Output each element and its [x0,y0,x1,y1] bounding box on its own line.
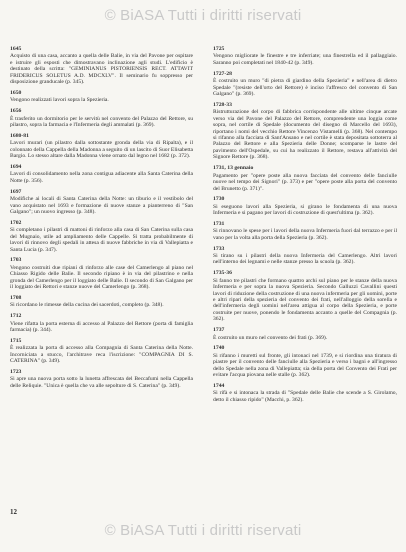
entry-text: È trasferito un dormitorio per le servitù nel convento del Palazzo del Rettore, su pilastro, sopra la farmacia e l'Infermeria degli ammalati (p. 369). [10,115,193,129]
entry-year: 1723 [10,368,22,375]
entry-text: Si apre una nuova porta sotto la lunetta affrescata del Beccafumi nella Cappella delle Reliquie. "Unica è quella che va alle sepolture di S. Caterina" (p. 349). [10,376,193,389]
entry-year: 1645 [10,46,22,52]
entry-text: Pagamento per "opere poste alla nuova facciata del convento delle fanciulle nuove nel tempo dei Signori" (p. 373) e per "opere poste alla porta del convento del Brunetto (p. 371)". [213,172,397,192]
entry-text: Si rifanno i muretti sul fronte, gli intonaci nel 1739, e si riordina una tiratura di piastre per il convento delle fanciulle alla Spezieria e verso i bagni e all'ingresso dello Spedale nella zona di Vallepiatta; sia della porta del Convento dei Frati per evitare l'acqua piovana nelle stalle (p. 362). [213,352,397,379]
entry-text: È costruito un muro "di pietra di giardino della Spezieria" e nell'area di dietro Spedale "(resiste dell'orto del Rettore) è inciso l'affresco del convento di San Galgano" (p. 369). [213,78,397,98]
entry-text: Ristrutturazione del corpo di fabbrica corrispondente alle ultime cinque arcate verso via del Pavone del Palazzo del Rettore, comprendente una loggia come sopra, nel cortile di Spedale (documento del disegno di Marcello del 1693), riportano i nomi del vecchio Rettore Vincenzo Vistamelli (p. 368). Nel contempo si rifanno alla facciata di Sant'Ansano e nel cortile è stata depositata sottoterra al Palazzo del Rettore e alla Spezieria delle Donne; scomparse le lastre del pavimento dell'Ospedale, su cui ha realizzato il Rettore, restava all'attività del Signore Rettore (p. 368). [213,109,397,161]
chronology-entry [10,220,193,253]
entry-text: Viene rifatta la porta esterna di accesso al Palazzo del Rettore (porta di famiglia farmacia) (p. 344). [10,320,193,333]
entry-text: È costruito un muro nel convento dei frati (p. 369). [213,334,328,341]
entry-year: 1697 [10,188,22,195]
entry-text: Si rifà e si intonaca la strada di "Spedale delle Balie che scende a S. Girolamo, detto il chiasso ripido" (Macchi, p. 362). [213,390,397,403]
chronology-entry [10,369,193,389]
entry-year: 1737 [213,327,225,334]
entry-text: È realizzata la porta di accesso alla Compagnia di Santa Caterina della Notte. Incorniciata a stucco, l'architrave reca l'iscrizione: "COMPAGNIA DI S. CATERINA" (p. 349). [10,345,193,365]
entry-text: Si rinnovano le spese per i lavori della nuova Infermeria fuori dal terrazzo e per il vano per la volta alla porta della Spezieria (p. 362). [213,228,397,241]
entry-text: Vengono costruiti due ripiani di rinforzo alle case del Camerlengo al piano nel Chiasso Rigido delle Balie. Il secondo ripiano è in via del pilastrino e nella gronda del Camerlengo per il loggiato delle Balie. Il secondo di San Galgano per il loggiato dei Rettori e stanze nuove del Camerlengo (p. 368). [10,264,193,291]
page-number: 12 [10,508,17,516]
entry-year: 1727-28 [213,70,232,77]
chronology-entry [10,108,193,128]
entry-year: 1715 [10,337,22,344]
chronology-entry [213,165,397,192]
entry-year: 1680-81 [10,132,29,139]
entry-year: 1730 [213,196,225,203]
entry-text: Lavori murari (un pilastro dalla sottostante gronda della via di Ripalta), e il colonnato della Cappella della Madonna a seguito di un lascito di Suor Elisabetta Bargio. Lo stesso altare dalla Madonna viene ornato dal legno nel 1682 (p. 372). [10,140,193,160]
chronology-entry [10,338,193,365]
entry-year: 1744 [213,382,225,389]
chronology-entry [213,71,397,98]
chronology-entry [213,270,397,323]
entry-text: Lavori di consolidamento nella zona contigua adiacente alla Santa Caterina della Notte (p. 356). [10,171,193,184]
entry-year: 1703 [10,257,22,264]
entry-year: 1728-33 [213,101,232,108]
entry-year: 1725 [213,46,225,52]
chronology-entry [10,295,193,309]
right-column [213,46,397,408]
chronology-entry [213,345,397,378]
entry-text: Acquisto di una casa, accanto a quella delle Balie, in via del Pavone per ospitare e istruire gli esposti che dimostravano inclinazione agli studi. L'edificio è destinato della scritta: "GEMINIANUS PISTORIENSIS RECT. ATTAVIT FRIDERICUS SOLETUS A.D. MDCXLV". Il seminario fu soppresso per disposizione granducale (p. 345). [10,53,193,86]
entry-year: 1735-36 [213,270,232,277]
chronology-entry [10,189,193,216]
chronology-entry [213,196,397,216]
chronology-entry [10,90,193,104]
entry-text: Modifiche ai locali di Santa Caterina della Notte: un tiburio e il vestibolo del vano acquistato nel 1693 e formazione di nuove stanze a pianterreno di "San Galgano"; un nuovo ingresso (p. 348). [10,196,193,215]
entry-year: 1712 [10,313,22,320]
watermark-top: © BiASA Tutti i diritti riservati [104,7,302,24]
chronology-entry [213,221,397,241]
chronology-entry [10,46,193,86]
chronology-entry [213,383,397,403]
chronology-entry [10,313,193,333]
entry-year: 1656 [10,108,22,115]
chronology-entry [213,246,397,266]
entry-year: 1740 [213,345,225,352]
entry-text: Si ricordano le rimesse della cucina dei sacerdoti, completo (p. 348). [10,302,164,309]
entry-year: 1702 [10,219,22,226]
entry-year: 1694 [10,163,22,170]
watermark-bottom: © BiASA Tutti i diritti riservati [104,522,302,539]
entry-text: Vengono realizzati lavori sopra la Spezieria. [10,97,109,104]
entry-text: Si eseguono lavori alla Spezieria, si girano le fondamenta di una nuova Infermeria e si pagano per lavori di costruzione di quest'ultima (p. 362). [213,203,397,217]
entry-year: 1733 [213,245,225,252]
entry-text: Si fanno tre pilastri che formano quattro archi sul piano per le stanze della nuova Infermeria e per sopra la nuova Spezieria. Secondo Galluzzi Cavallini questi lavori di riduzione della costruzione di una nuova infermeria per gli uomini, porte e altri ripari della spezieria del convento dei frati, nell'alloggio della sorella e dell'infermeria degli uomini nell'area attigua al corpo della Spezieria, e porte costruite per nuove, ponendo le fondamenta accanto a quelle del Compagnia (p. 362). [213,277,397,323]
entry-year: 1731 [213,220,225,227]
chronology-entry [10,164,193,184]
entry-text: Vengono migliorate le finestre e tre inferriate; una finestrella ed il pallaggiaio. Saranno poi completati nel 1840-42 (p. 349). [213,53,397,66]
entry-year: 1650 [10,90,22,97]
chronology-entry [213,102,397,161]
entry-text: Si tirano su i pilastri della nuova Infermeria del Camerlengo. Altri lavori nell'interno dei legnami e nelle stanze presso la scuola (p. 362). [213,253,397,266]
chronology-entry [10,133,193,160]
chronology-entry [10,257,193,290]
entry-year: 1731, 13 gennaio [213,165,254,172]
left-column [10,46,193,394]
chronology-entry [213,327,397,341]
entry-year: 1708 [10,294,22,301]
chronology-entry [213,46,397,66]
entry-text: Si completano i pilastri di mattoni di rinforzo alla casa di San Caterina sulla casa del Mugnaio, utile ad ampliamento delle Cappelle. Si tratta probabilmente di lavori di rinnovo degli spedali in attesa di nuove fabbriche in via di Vallepiatta e Santa Lucia (p. 347). [10,227,193,253]
